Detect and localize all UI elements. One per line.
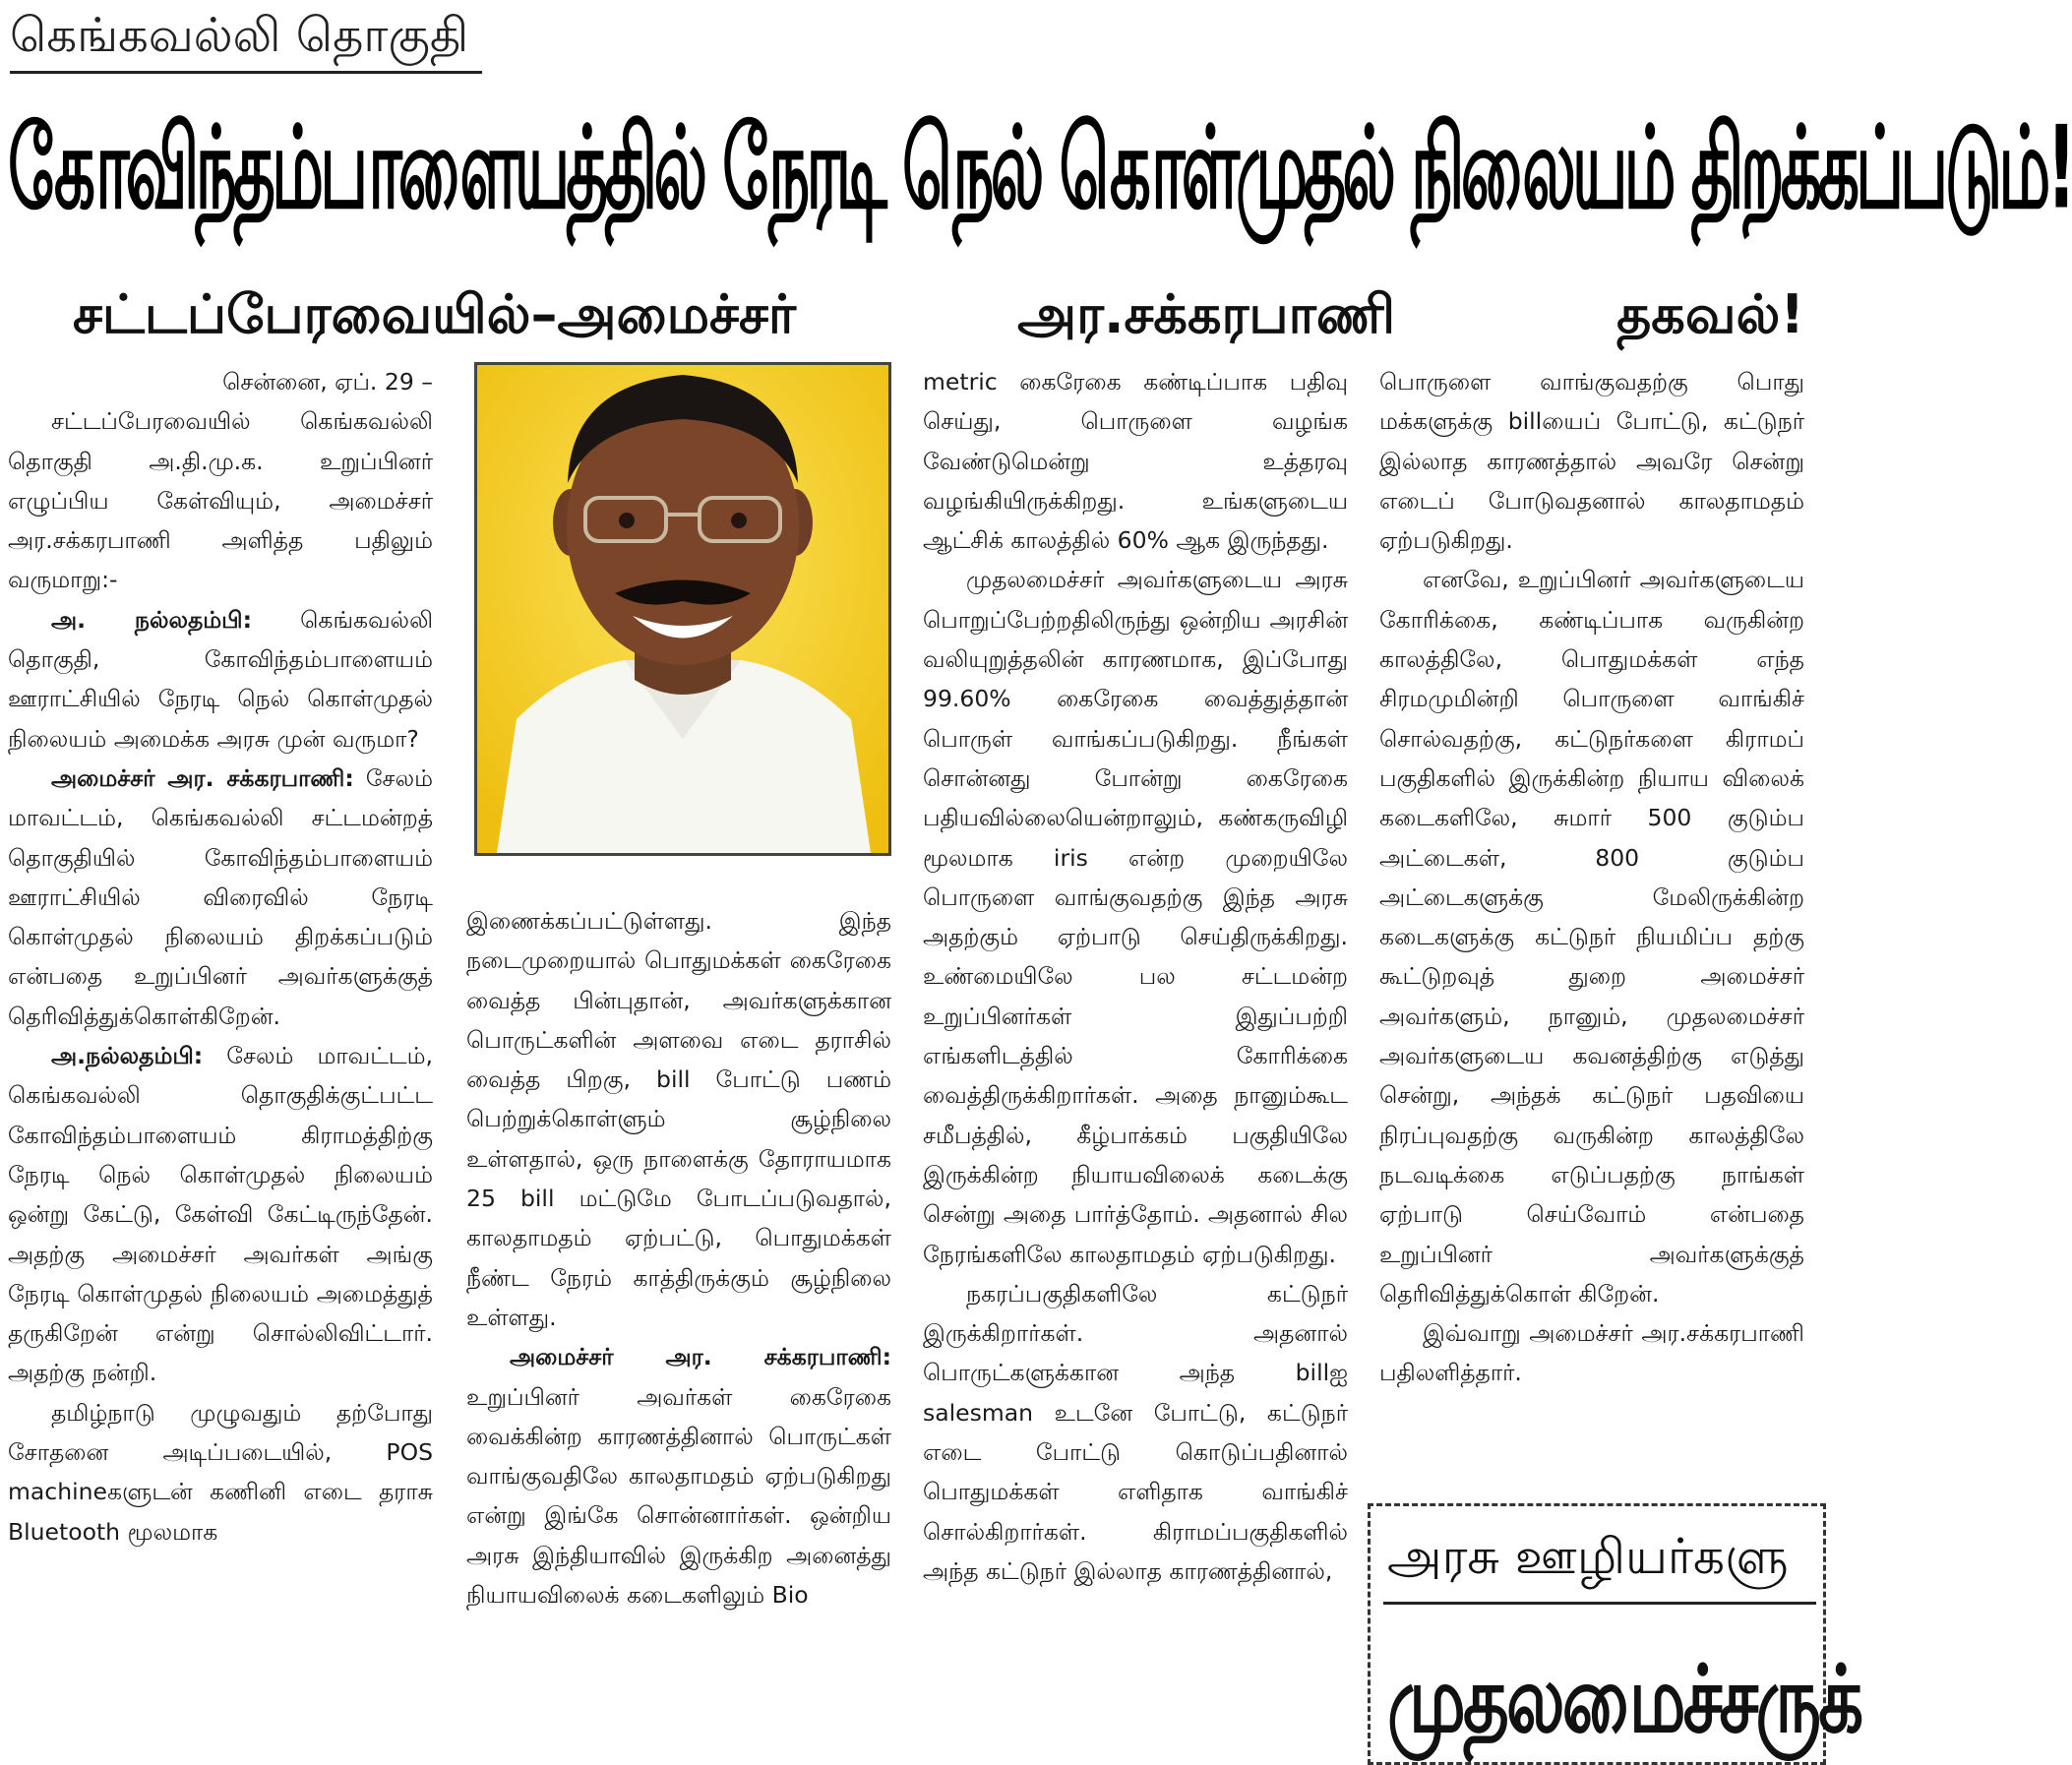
speaker-name: அ. நல்லதம்பி: — [51, 605, 253, 634]
article-column-4 — [1379, 362, 1804, 1474]
subhead-middle: அர.சக்கரபாணி — [1017, 283, 1396, 345]
paragraph: அ. நல்லதம்பி: கெங்கவல்லி தொகுதி, கோவிந்தம்பாளையம் ஊராட்சியில் நேரடி நெல் கொள்முதல் நிலையம் அமைக்க அரசு முன் வருமா? — [8, 605, 433, 753]
speaker-name: அ.நல்லதம்பி: — [51, 1042, 204, 1070]
speaker-name: அமைச்சர் அர. சக்கரபாணி: — [510, 1343, 891, 1371]
paragraph: இவ்வாறு அமைச்சர் அர.சக்கரபாணி பதிலளித்தார். — [1379, 1319, 1804, 1387]
subhead-left: சட்டப்பேரவையில்–அமைச்சர் — [73, 283, 797, 345]
article-column-2 — [466, 901, 891, 1734]
related-article-headline: முதலமைச்சருக் — [1387, 1645, 1861, 1753]
subheadline — [73, 266, 1804, 364]
paragraph: எனவே, உறுப்பினர் அவர்களுடைய கோரிக்கை, கண்டிப்பாக வருகின்ற காலத்திலே, பொதுமக்கள் எந்த சிரமமுமின்றி பொருளை வாங்கிச் சொல்வதற்கு, கட்டுநர்களை கிராமப் பகுதிகளில் இருக்கின்ற நியாய விலைக் கடைகளிலே, சுமார் 500 குடும்ப அட்டைகள், 800 குடும்ப அட்டைகளுக்கு மேலிருக்கின்ற கடைகளுக்கு கட்டுநர் நியமிப்ப தற்கு கூட்டுறவுத் துறை அமைச்சர் அவர்களும், நானும், முதலமைச்சர் அவர்களுடைய கவனத்திற்கு எடுத்து சென்று, அந்தக் கட்டுநர் பதவியை நிரப்புவதற்கு வருகின்ற காலத்திலே நடவடிக்கை எடுப்பதற்கு நாங்கள் ஏற்பாடு செய்வோம் என்பதை உறுப்பினர் அவர்களுக்குத் தெரிவித்துக்கொள் கிறேன். — [1379, 566, 1804, 1308]
related-article-label: அரசு ஊழியர்களு — [1387, 1528, 1789, 1585]
paragraph: அ.நல்லதம்பி: சேலம் மாவட்டம், கெங்கவல்லி தொகுதிக்குட்பட்ட கோவிந்தம்பாளையம் கிராமத்திற்கு நேரடி நெல் கொள்முதல் நிலையம் ஒன்று கேட்டு, கேள்வி கேட்டிருந்தேன். அதற்கு அமைச்சர் அவர்கள் அங்கு நேரடி கொள்முதல் நிலையம் அமைத்துத் தருகிறேன் என்று சொல்லிவிட்டார். அதற்கு நன்றி. — [8, 1042, 433, 1387]
article-column-3 — [923, 362, 1348, 1734]
speaker-name: அமைச்சர் அர. சக்கரபாணி: — [51, 763, 354, 792]
article-column-1 — [8, 362, 433, 1734]
paragraph: metric கைரேகை கண்டிப்பாக பதிவு செய்து, பொருளை வழங்க வேண்டுமென்று உத்தரவு வழங்கியிருக்கிறது. உங்களுடைய ஆட்சிக் காலத்தில் 60% ஆக இருந்தது. — [923, 368, 1348, 555]
paragraph: முதலமைச்சர் அவர்களுடைய அரசு பொறுப்பேற்றதிலிருந்து ஒன்றிய அரசின் வலியுறுத்தலின் காரணமாக, இப்போது 99.60% கைரேகை வைத்துத்தான் பொருள் வாங்கப்படுகிறது. நீங்கள் சொன்னது போன்று கைரேகை பதியவில்லையென்றாலும், கண்கருவிழி மூலமாக iris என்ற முறையிலே பொருளை வாங்குவதற்கு இந்த அரசு அதற்கும் ஏற்பாடு செய்திருக்கிறது. உண்மையிலே பல சட்டமன்ற உறுப்பினர்கள் இதுப்பற்றி எங்களிடத்தில் கோரிக்கை வைத்திருக்கிறார்கள். அதை நானும்கூட சமீபத்தில், கீழ்பாக்கம் பகுதியிலே இருக்கின்ற நியாயவிலைக் கடைக்கு சென்று அதை பார்த்தோம். அதனால் சில நேரங்களிலே காலதாமதம் ஏற்படுகிறது. — [923, 566, 1348, 1268]
paragraph: அமைச்சர் அர. சக்கரபாணி: சேலம் மாவட்டம், கெங்கவல்லி சட்டமன்றத் தொகுதியில் கோவிந்தம்பாளையம் ஊராட்சியில் விரைவில் நேரடி கொள்முதல் நிலையம் திறக்கப்படும் என்பதை உறுப்பினர் அவர்களுக்குத் தெரிவித்துக்கொள்கிறேன். — [8, 763, 433, 1030]
paragraph: இணைக்கப்பட்டுள்ளது. இந்த நடைமுறையால் பொதுமக்கள் கைரேகை வைத்த பின்புதான், அவர்களுக்கான பொருட்களின் அளவை எடை தராசில் வைத்த பிறகு, bill போட்டு பணம் பெற்றுக்கொள்ளும் சூழ்நிலை உள்ளதால், ஒரு நாளைக்கு தோராயமாக 25 bill மட்டுமே போடப்படுவதால், காலதாமதம் ஏற்பட்டு, பொதுமக்கள் நீண்ட நேரம் காத்திருக்கும் சூழ்நிலை உள்ளது. — [466, 907, 891, 1331]
subhead-right: தகவல்! — [1616, 283, 1804, 345]
portrait-photo-icon — [477, 365, 888, 853]
section-label: கெங்கவல்லி தொகுதி — [10, 6, 482, 74]
paragraph: பொருளை வாங்குவதற்கு பொது மக்களுக்கு billயைப் போட்டு, கட்டுநர் இல்லாத காரணத்தால் அவரே சென்று எடைப் போடுவதனால் காலதாமதம் ஏற்படுகிறது. — [1379, 368, 1804, 555]
paragraph: சட்டப்பேரவையில் கெங்கவல்லி தொகுதி அ.தி.மு.க. உறுப்பினர் எழுப்பிய கேள்வியும், அமைச்சர் அர.சக்கரபாணி அளித்த பதிலும் வருமாறு:- — [8, 407, 433, 594]
headline: கோவிந்தம்பாளையத்தில் நேரடி நெல் கொள்முதல் நிலையம் திறக்கப்படும்! — [8, 101, 2072, 235]
paragraph: தமிழ்நாடு முழுவதும் தற்போது சோதனை அடிப்படையில், POS machineகளுடன் கணினி எடை தராசு Bluetooth மூலமாக — [8, 1398, 433, 1546]
dateline: சென்னை, ஏப். 29 – — [222, 368, 433, 396]
paragraph: நகரப்பகுதிகளிலே கட்டுநர் இருக்கிறார்கள். அதனால் பொருட்களுக்கான அந்த billஐ salesman உடனே போட்டு, கட்டுநர் எடை போட்டு கொடுப்பதினால் பொதுமக்கள் எளிதாக வாங்கிச் சொல்கிறார்கள். கிராமப்பகுதிகளில் அந்த கட்டுநர் இல்லாத காரணத்தினால், — [923, 1279, 1348, 1585]
portrait-photo — [474, 362, 891, 856]
divider — [1383, 1602, 1816, 1605]
paragraph: அமைச்சர் அர. சக்கரபாணி: உறுப்பினர் அவர்கள் கைரேகை வைக்கின்ற காரணத்தினால் பொருட்கள் வாங்குவதிலே காலதாமதம் ஏற்படுகிறது என்று இங்கே சொன்னார்கள். ஒன்றிய அரசு இந்தியாவில் இருக்கிற அனைத்து நியாயவிலைக் கடைகளிலும் Bio — [466, 1343, 891, 1610]
